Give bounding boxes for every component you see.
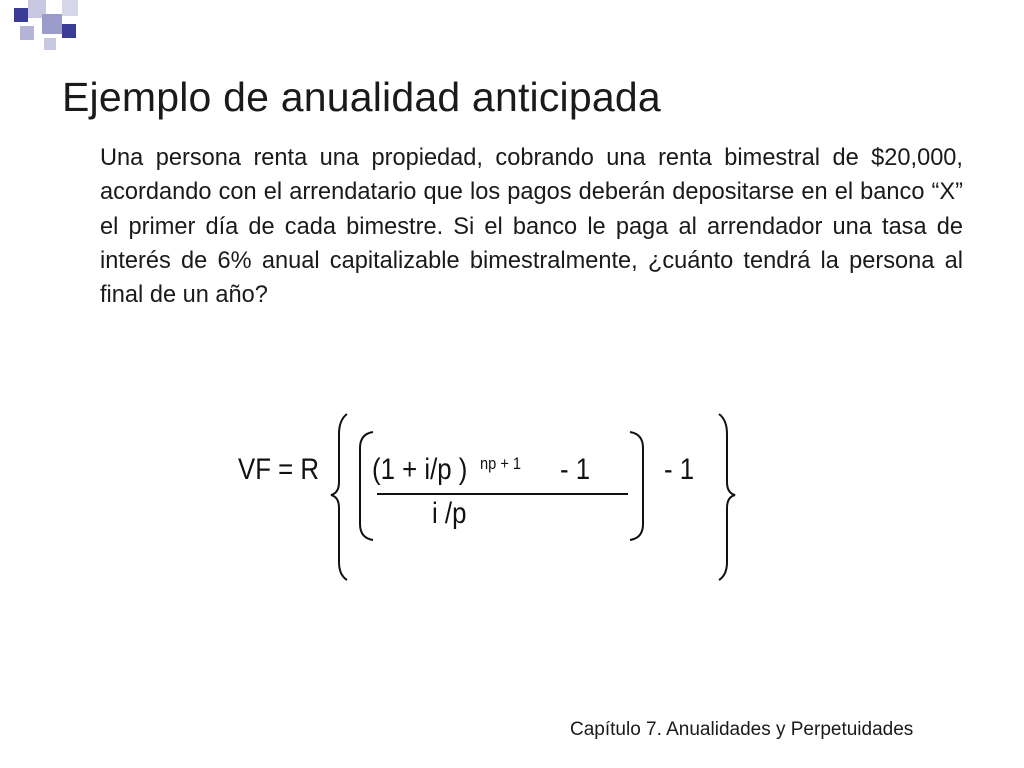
inner-right-bracket (630, 432, 643, 540)
problem-statement: Una persona renta una propiedad, cobrando una renta bimestral de $20,000, acordando con el arrendatario que los pagos deberán depositarse en el banco “X” el primer día de cada bimestre. Si el banco le paga al arrendador una tasa de interés de 6% anual capitalizable bimestralmente, ¿cuánto tendrá la persona al final de un año? (100, 145, 963, 309)
formula-exponent: np + 1 (480, 454, 522, 473)
formula-outer-minus: - 1 (664, 453, 695, 486)
formula-lhs: VF = R (238, 453, 320, 486)
footer-chapter: Capítulo 7. Anualidades y Perpetuidades (570, 719, 914, 740)
formula-numerator-minus: - 1 (560, 453, 591, 486)
formula-denominator: i /p (432, 497, 467, 530)
outer-right-brace (719, 414, 735, 580)
outer-left-brace (331, 414, 347, 580)
formula-numerator-base: (1 + i/p ) (372, 453, 468, 486)
slide-title: Ejemplo de anualidad anticipada (62, 74, 661, 120)
